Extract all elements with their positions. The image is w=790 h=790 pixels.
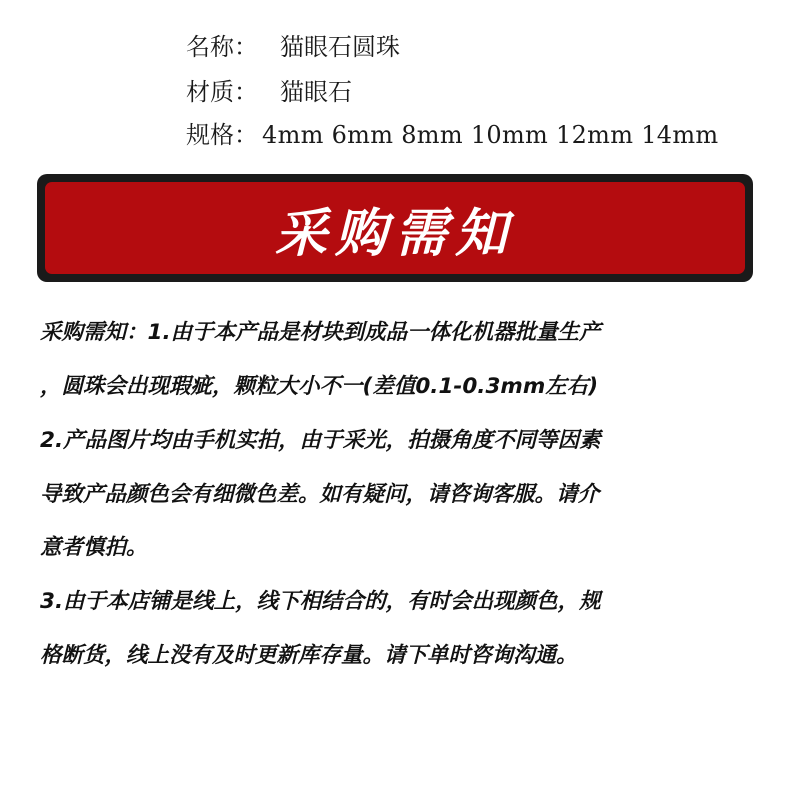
spec-label: 规格：: [186, 121, 258, 149]
note-line-1: 采购需知：1.由于本产品是材块到成品一体化机器批量生产: [40, 320, 601, 345]
spec-size-row: [186, 120, 718, 150]
note-line-5: 意者慎拍。: [40, 535, 148, 560]
spec-name-row: [186, 32, 400, 62]
material-value: 猫眼石: [280, 78, 352, 106]
purchase-notes: [40, 318, 770, 695]
note-line-7: 格断货，线上没有及时更新库存量。请下单时咨询沟通。: [40, 643, 578, 668]
note-line-3: 2.产品图片均由手机实拍，由于采光，拍摄角度不同等因素: [40, 428, 601, 453]
note-line-4: 导致产品颜色会有细微色差。如有疑问，请咨询客服。请介: [40, 482, 600, 507]
note-line-2: ，圆珠会出现瑕疵，颗粒大小不一(差值0.1-0.3mm左右): [40, 374, 599, 399]
banner-title: 采购需知: [274, 202, 515, 264]
note-line-6: 3.由于本店铺是线上，线下相结合的，有时会出现颜色，规: [40, 589, 601, 614]
material-label: 材质：: [186, 78, 258, 106]
purchase-notice-banner: [37, 174, 753, 282]
banner-red-panel: [45, 182, 745, 274]
spec-material-row: [186, 77, 352, 107]
name-value: 猫眼石圆珠: [280, 33, 400, 61]
name-label: 名称：: [186, 33, 258, 61]
spec-value: 4mm 6mm 8mm 10mm 12mm 14mm: [262, 121, 719, 149]
